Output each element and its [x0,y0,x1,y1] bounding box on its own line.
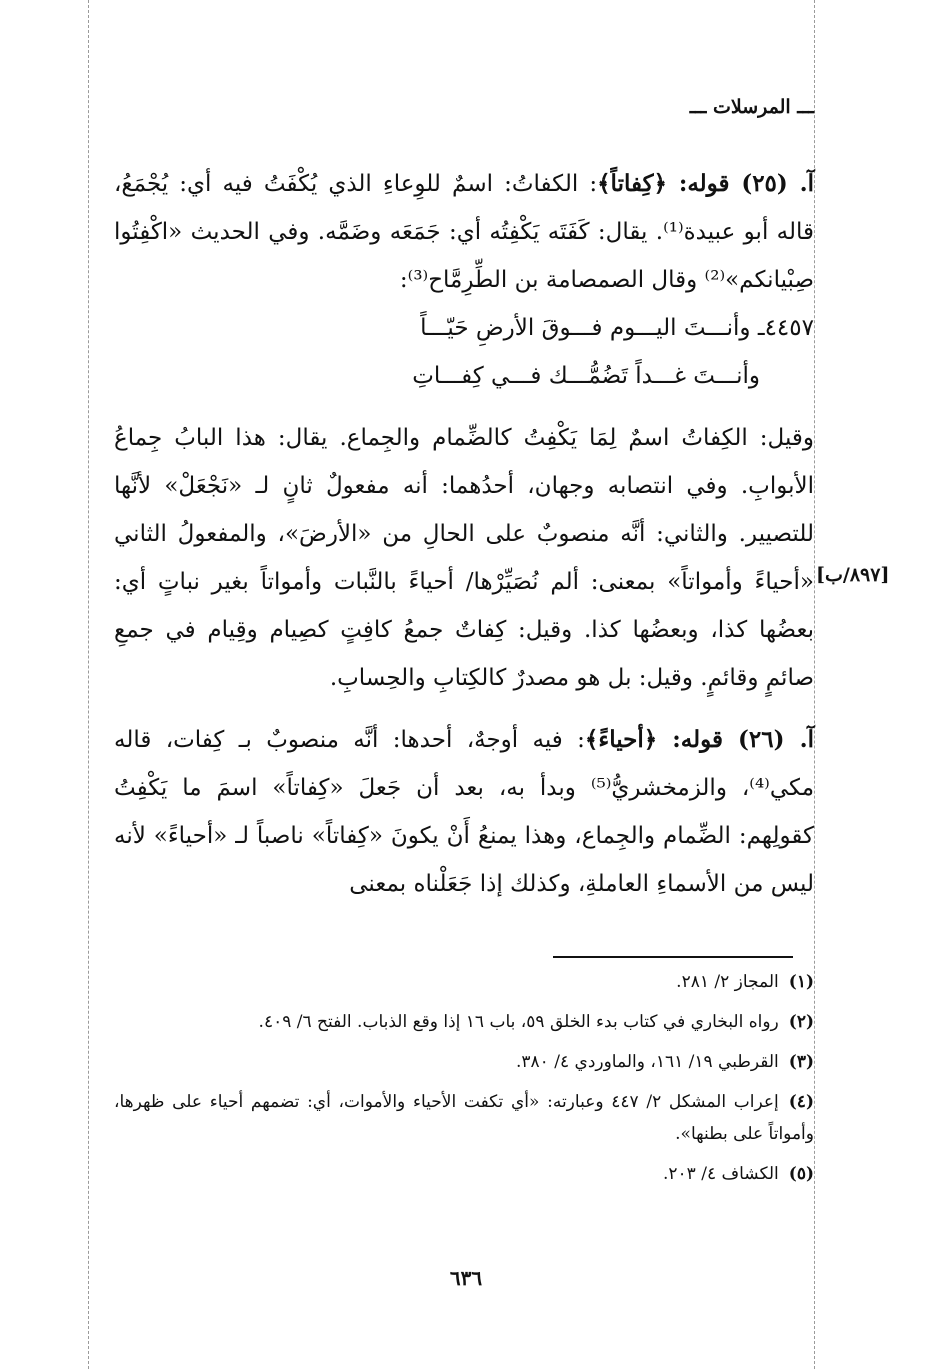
footnote-separator [553,956,793,958]
margin-guide-left [88,0,89,1369]
manuscript-folio-marker: [٨٩٧/ب] [816,564,890,586]
footnote-number: (٤) [788,1092,814,1112]
paragraph-verse-25 [114,160,814,304]
footnote-1 [114,966,814,998]
verse-26-text: : فيه أوجهٌ، أحدها: أنَّه منصوبٌ بـ كِفات، قاله مكي⁽⁴⁾، والزمخشريُّ⁽⁵⁾ وبدأ به، بعد أن جَعلَ «كِفاتاً» اسمَ ما يَكْفِتُ كقولِهم: الضِّمام والجِماع، وهذا يمنعُ أَنْ يكونَ «كِفاتاً» ناصباً لـ «أحياءً» لأنه ليس من الأسماءِ العاملةِ، وكذلك إذا جَعَلْناه بمعنى [114,727,815,897]
footnote-text: المجاز ٢/ ٢٨١. [676,972,779,992]
footnote-text: إعراب المشكل ٢/ ٤٤٧ وعبارته: «أي تكفت الأحياء والأموات، أي: تضمهم أحياء على ظهرها، وأمواتاً على بطنها». [114,1092,814,1144]
poem-line-1: ٤٤٥٧ـ وأنـــتَ اليـــوم فـــوقَ الأرضِ حَيّـــاً [420,315,814,341]
footnote-4 [114,1086,814,1150]
footnote-number: (٥) [788,1164,814,1184]
footnote-number: (٢) [788,1012,814,1032]
footnote-text: الكشاف ٤/ ٢٠٣. [663,1164,779,1184]
footnote-text: رواه البخاري في كتاب بدء الخلق ٥٩، باب ١٦ إذا وقع الذباب. الفتح ٦/ ٤٠٩. [258,1012,779,1032]
margin-guide-right [814,0,815,1369]
footnotes [114,966,814,1198]
verse-25-text: : الكفاتُ: اسمٌ للوِعاءِ الذي يُكْفَتُ فيه أي: يُجْمَعُ، قاله أبو عبيدة⁽¹⁾. يقال: كَفَتَه يَكْفِتُه أي: جَمَعَه وضَمَّه. وفي الحديث «اكْفِتُوا صِبْيانكم»⁽²⁾ وقال الصمصامة بن الطِّرِمَّاح⁽³⁾: [114,171,815,293]
footnote-2 [114,1006,814,1038]
footnote-number: (٣) [788,1052,814,1072]
verse-26-lead: آ. (٢٦) قوله: ﴿أحياءً﴾ [584,726,814,753]
paragraph-verse-26 [114,716,814,908]
footnote-5 [114,1158,814,1190]
running-head: ـــ المرسلات ـــ [689,96,814,118]
footnote-3 [114,1046,814,1078]
page-number: ٦٣٦ [449,1266,483,1290]
footnote-number: (١) [788,972,814,992]
main-text [114,160,814,908]
verse-25-lead: آ. (٢٥) قوله: ﴿كِفاتاً﴾ [597,170,814,197]
poem-line-2: وأنـــتَ غـــداً تَضُمُّـــك فـــي كِفـــاتِ [412,363,760,389]
footnote-text: القرطبي ١٩/ ١٦١، والماوردي ٤/ ٣٨٠. [516,1052,779,1072]
paragraph-kifat: وقيل: الكِفاتُ اسمٌ لِمَا يَكْفِتُ كالضِّمام والجِماع. يقال: هذا البابُ جِماعُ الأبوابِ. وفي انتصابه وجهان، أحدُهما: أنه مفعولٌ ثانٍ لـ «نَجْعَلْ» لأنَّها للتصيير. والثاني: أنَّه منصوبٌ على الحالِ من «الأرضَ»، والمفعولُ الثاني «أحياءً وأمواتاً» بمعنى: ألم نُصَيِّرْها/ أحياءً بالنَّبات وأمواتاً بغير نباتٍ أي: بعضُها كذا، وبعضُها كذا. وقيل: كِفاتٌ جمعُ كافِتٍ كصِيام وقِيام في جمعِ صائمٍ وقائمٍ. وقيل: بل هو مصدرٌ كالكِتابِ والحِسابِ. [114,425,814,691]
